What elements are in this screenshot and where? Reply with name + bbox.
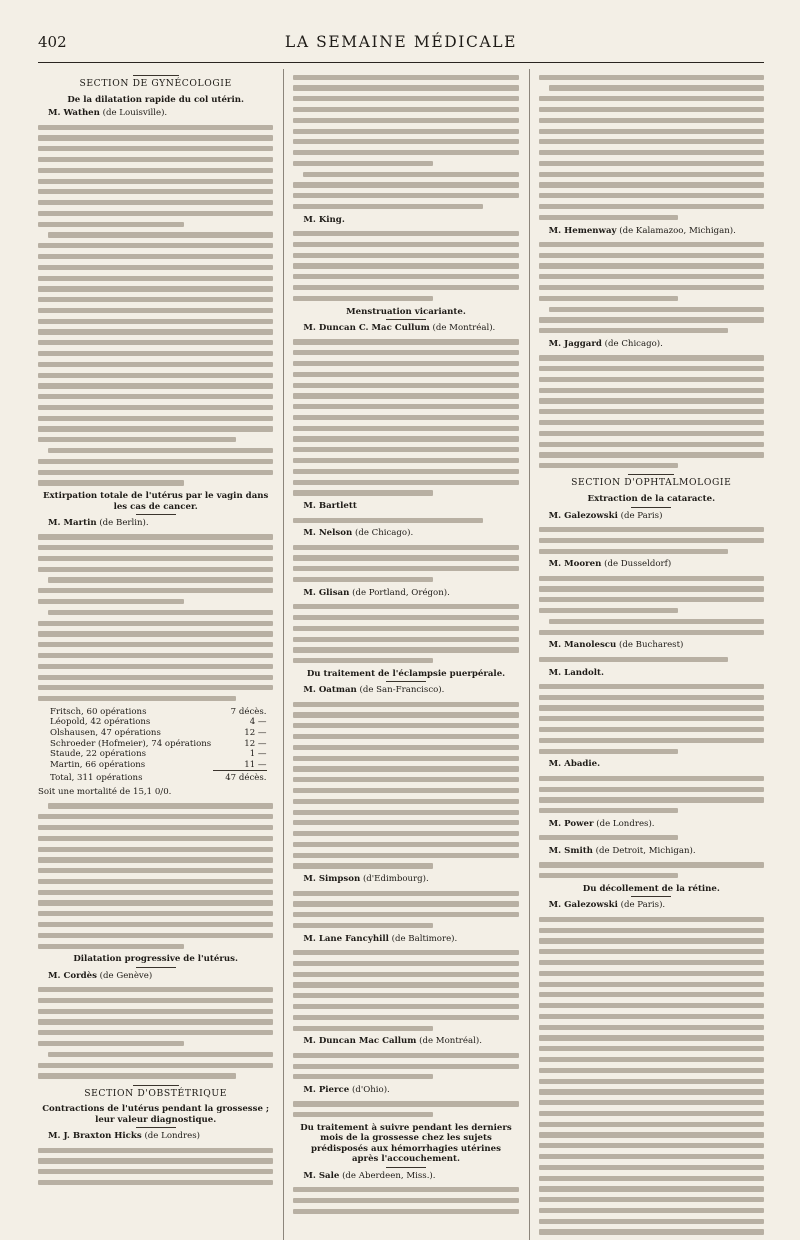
author-line: M. Simpson (d'Edimbourg).	[303, 874, 429, 885]
author-line: M. Oatman (de San-Francisco).	[303, 685, 445, 696]
illegible-paragraphs	[38, 803, 273, 948]
article-title-menstruation: Menstruation vicariante.	[297, 307, 514, 320]
illegible-paragraphs	[293, 1101, 518, 1117]
illegible-paragraphs	[293, 545, 518, 583]
article-title-retina: Du décollement de la rétine.	[543, 884, 760, 897]
author-line: M. Glisan (de Portland, Orégon).	[303, 587, 450, 598]
author-line: M. Bartlett	[303, 501, 357, 512]
article-title-progressive-dilatation: Dilatation progressive de l'utérus.	[42, 954, 269, 967]
author-line: M. Pierce (d'Ohio).	[303, 1085, 390, 1096]
section-heading-gynecology: SECTION DE GYNÉCOLOGIE	[38, 75, 273, 90]
mortality-row	[50, 739, 267, 750]
illegible-paragraphs	[539, 862, 764, 878]
illegible-paragraphs	[539, 835, 764, 840]
illegible-paragraphs	[293, 891, 518, 929]
illegible-paragraphs	[539, 242, 764, 333]
column-middle	[283, 69, 518, 1240]
illegible-paragraphs	[38, 1148, 273, 1186]
author-line: M. Duncan C. Mac Cullum (de Montréal).	[303, 323, 496, 334]
author-line: M. King.	[303, 214, 345, 225]
author-line: M. Jaggard (de Chicago).	[548, 338, 663, 349]
illegible-paragraphs	[38, 534, 273, 701]
illegible-paragraphs	[539, 75, 764, 220]
article-title-contractions: Contractions de l'utérus pendant la grossesse ; leur valeur diagnostique.	[42, 1104, 269, 1128]
mortality-row-label: Staude, 22 opérations	[50, 749, 147, 760]
section-heading-obstetrics: SECTION D'OBSTÉTRIQUE	[38, 1085, 273, 1100]
mortality-total-row: Total, 311 opérations 47 décès.	[50, 771, 267, 784]
illegible-paragraphs	[539, 576, 764, 635]
illegible-paragraphs	[539, 355, 764, 468]
author-line: M. Sale (de Aberdeen, Miss.).	[303, 1170, 436, 1181]
author-line: M. J. Braxton Hicks (de Londres)	[48, 1131, 200, 1142]
author-line: M. Manolescu (de Bucharest)	[548, 640, 684, 651]
mortality-row-value: 12 —	[244, 738, 267, 749]
author-line: M. Wathen (de Louisville).	[48, 108, 168, 119]
illegible-paragraphs	[293, 231, 518, 301]
author-line: M. Abadie.	[548, 759, 601, 770]
article-title-extirpation: Extirpation totale de l'utérus par le vagin dans les cas de cancer.	[42, 491, 269, 515]
mortality-row-label: Fritsch, 60 opérations	[50, 706, 147, 717]
author-line: M. Martin (de Berlin).	[48, 517, 149, 528]
mortality-row-value: 1 —	[249, 749, 267, 760]
mortality-table	[50, 707, 267, 784]
column-left	[38, 69, 273, 1240]
mortality-row	[50, 707, 267, 718]
running-head	[38, 22, 764, 63]
mortality-row	[50, 728, 267, 739]
author-line: M. Duncan Mac Callum (de Montréal).	[303, 1036, 482, 1047]
mortality-row	[50, 760, 267, 771]
journal-page	[0, 22, 800, 1181]
author-line: M. Lane Fancyhill (de Baltimore).	[303, 933, 458, 944]
illegible-paragraphs	[38, 125, 273, 486]
illegible-paragraphs	[539, 657, 764, 662]
column-right	[529, 69, 764, 1240]
illegible-paragraphs	[293, 1187, 518, 1214]
mortality-row-label: Léopold, 42 opérations	[50, 717, 151, 728]
author-line: M. Galezowski (de Paris).	[548, 900, 666, 911]
mortality-row-value: 11 —	[244, 759, 267, 770]
author-line: M. Galezowski (de Paris)	[548, 510, 663, 521]
illegible-paragraphs	[293, 339, 518, 495]
illegible-paragraphs	[293, 702, 518, 869]
section-heading-ophthalmology: SECTION D'OPHTALMOLOGIE	[539, 474, 764, 489]
article-title-dilatation: De la dilatation rapide du col utérin.	[67, 94, 244, 105]
illegible-paragraphs	[38, 987, 273, 1078]
article-title-eclampsia: Du traitement de l'éclampsie puerpérale.	[297, 669, 514, 682]
illegible-paragraphs	[539, 527, 764, 554]
illegible-paragraphs	[539, 917, 764, 1235]
author-line: M. Mooren (de Dusseldorf)	[548, 559, 672, 570]
illegible-paragraphs	[293, 604, 518, 663]
mortality-row-label: Martin, 66 opérations	[50, 760, 146, 771]
mortality-row-label: Schroeder (Hofmeier), 74 opérations	[50, 738, 212, 749]
author-line: M. Power (de Londres).	[548, 818, 655, 829]
journal-title: LA SEMAINE MÉDICALE	[284, 33, 518, 51]
mortality-rate: Soit une mortalité de 15,1 0/0.	[38, 787, 172, 798]
article-title-cataract: Extraction de la cataracte.	[543, 494, 760, 507]
illegible-paragraphs	[293, 1053, 518, 1080]
author-line: M. Smith (de Detroit, Michigan).	[548, 846, 696, 857]
author-line: M. Landolt.	[548, 667, 604, 678]
mortality-row	[50, 749, 267, 760]
illegible-paragraphs	[539, 684, 764, 754]
article-title-hemorrhage-prevention: Du traitement à suivre pendant les derniers mois de la grossesse chez les sujets prédisposés aux hémorrhagies utérines après l'accouchement.	[297, 1123, 514, 1168]
author-line: M. Nelson (de Chicago).	[303, 528, 414, 539]
mortality-row-value: 4 —	[249, 717, 267, 728]
illegible-paragraphs	[539, 776, 764, 814]
illegible-paragraphs	[293, 950, 518, 1031]
illegible-paragraphs	[293, 75, 518, 210]
mortality-row-value: 7 décès.	[230, 706, 267, 717]
illegible-paragraphs	[293, 518, 518, 523]
mortality-row-value: 12 —	[244, 728, 267, 739]
mortality-row-label: Olshausen, 47 opérations	[50, 728, 161, 739]
mortality-row	[50, 717, 267, 728]
author-line: M. Hemenway (de Kalamazoo, Michigan).	[548, 225, 736, 236]
author-line: M. Cordès (de Genève)	[48, 970, 153, 981]
page-number: 402	[38, 33, 67, 51]
text-columns	[38, 69, 764, 1181]
